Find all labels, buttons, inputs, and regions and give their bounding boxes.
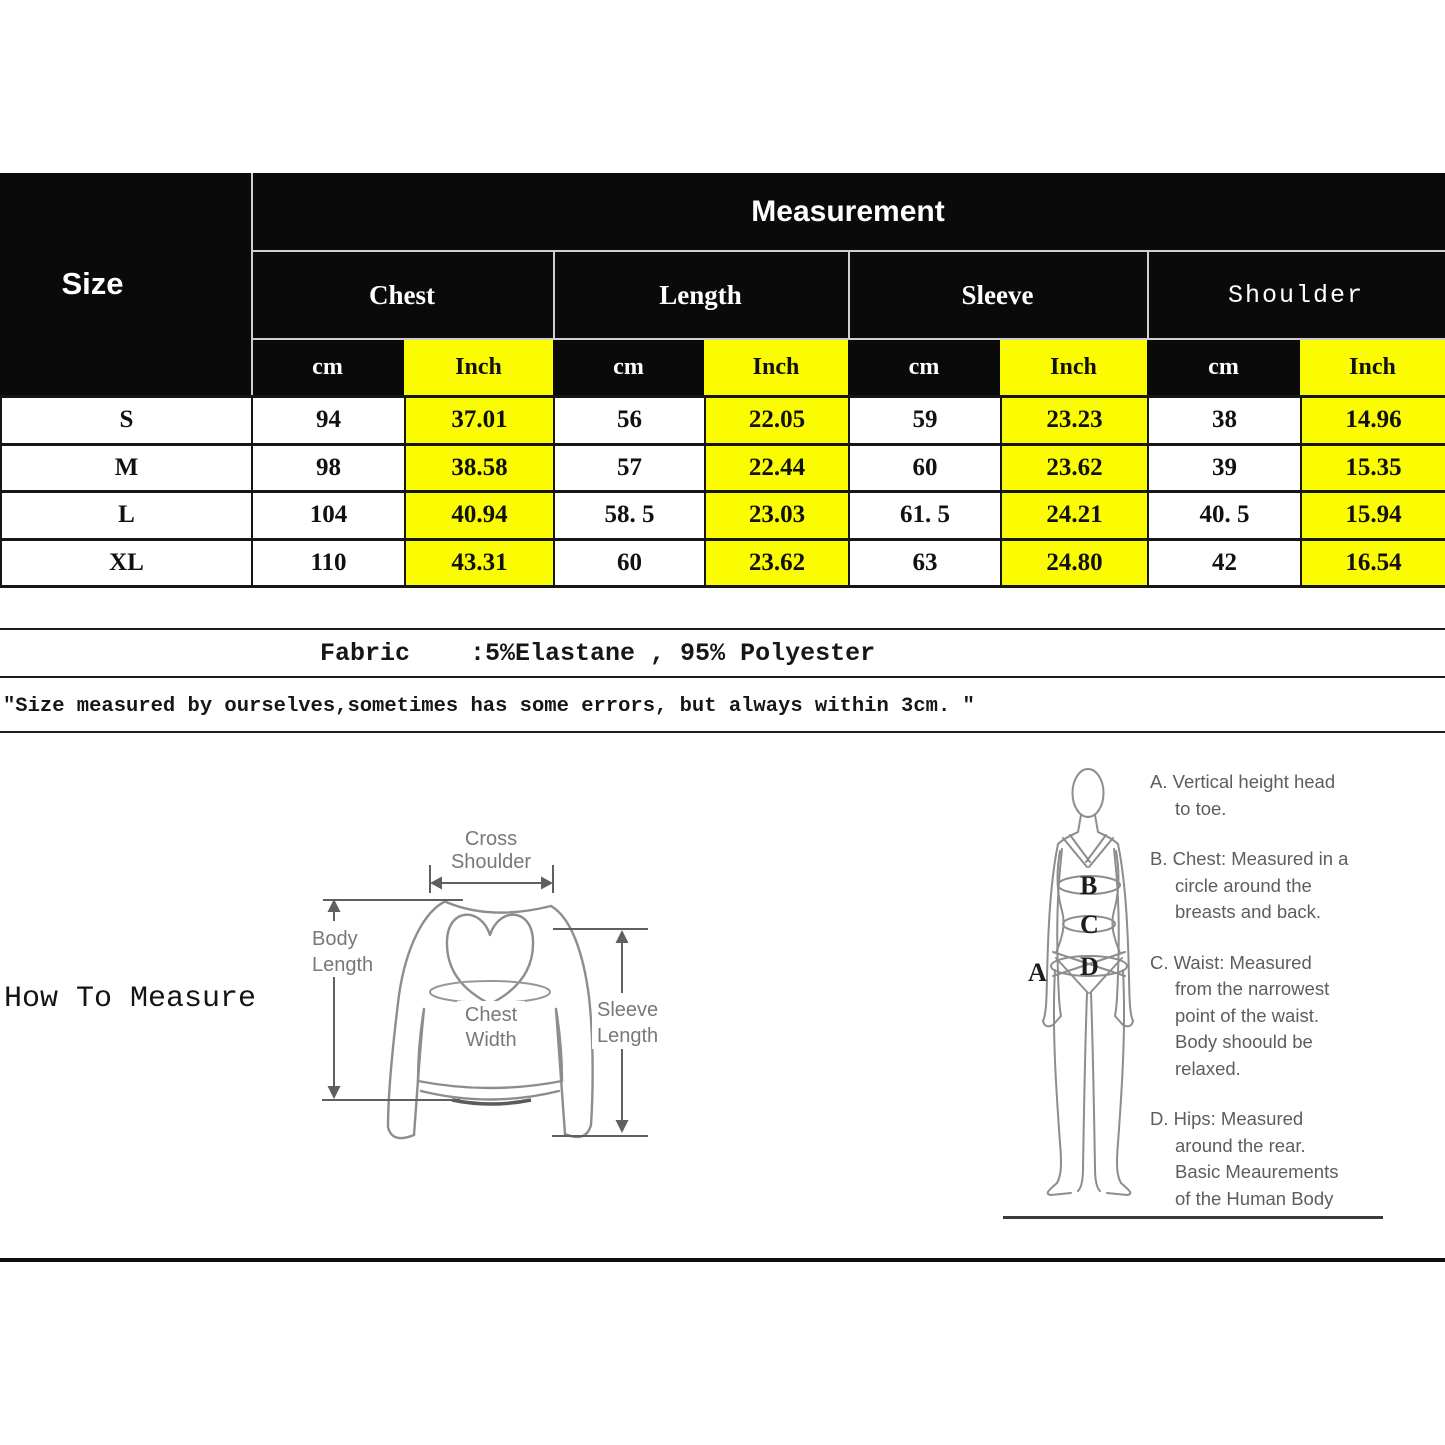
measurement-value-cell: 23.23 [1002, 398, 1149, 446]
chest-width-label: Width [465, 1029, 517, 1051]
measure-note-line: D. Hips: Measured [1150, 1108, 1304, 1129]
measurement-value-cell: 23.62 [1002, 446, 1149, 494]
size-label-cell: L [2, 493, 253, 541]
measurement-value-cell: 58. 5 [555, 493, 706, 541]
measurement-value-cell: 40.94 [406, 493, 555, 541]
unit-header-inch: Inch [1000, 340, 1147, 395]
unit-header-inch: Inch [1300, 340, 1445, 395]
figure-letter-d: D [1080, 952, 1099, 981]
unit-header-cm: cm [908, 354, 940, 380]
measurement-value-cell: 98 [253, 446, 406, 494]
measure-note-line: around the rear. [1175, 1134, 1306, 1156]
column-header-shoulder: Shoulder [1227, 280, 1365, 310]
instructions-underline [1003, 1216, 1383, 1219]
body-outline [1043, 769, 1133, 1195]
measure-note-line: Basic Meaurements [1175, 1161, 1339, 1182]
measurement-value-cell: 104 [253, 493, 406, 541]
measurement-value-cell: 57 [555, 446, 706, 494]
body-length-label: Body [312, 928, 358, 950]
measure-note-item [1150, 1106, 1445, 1212]
size-table-body [0, 395, 1445, 588]
measure-note-line: Body shoould be [1175, 1031, 1313, 1052]
how-to-measure-title: How To Measure [4, 982, 257, 1016]
measurement-value-cell: 22.44 [706, 446, 850, 494]
unit-header-inch: Inch [404, 340, 553, 395]
sleeve-length-label: Length [597, 1025, 659, 1047]
measurement-value-cell: 37.01 [406, 398, 555, 446]
garment-measure-diagram [300, 795, 720, 1225]
measurement-value-cell: 24.80 [1002, 541, 1149, 589]
size-column-header: Size [61, 266, 124, 301]
body-length-label: Length [312, 954, 374, 976]
figure-letter-c: C [1080, 910, 1099, 939]
measurement-value-cell: 16.54 [1302, 541, 1445, 589]
measure-note-line: point of the waist. [1175, 1004, 1319, 1026]
measurement-value-cell: 110 [253, 541, 406, 589]
measurement-value-cell: 60 [555, 541, 706, 589]
measure-note-item [1150, 769, 1445, 822]
measurement-disclaimer: ″Size measured by ourselves,sometimes has some errors, but always within 3cm. ″ [3, 695, 975, 718]
unit-header-cm: cm [1208, 354, 1239, 380]
measure-note-line: relaxed. [1175, 1057, 1241, 1079]
measurement-value-cell: 94 [253, 398, 406, 446]
cross-shoulder-label: Shoulder [450, 851, 532, 873]
measure-note-line: breasts and back. [1175, 901, 1322, 922]
column-header-sleeve: Sleeve [961, 279, 1034, 310]
unit-header-cm: cm [312, 354, 343, 380]
column-header-chest: Chest [369, 279, 435, 310]
measure-note-item [1150, 846, 1445, 926]
unit-header-inch: Inch [704, 340, 848, 395]
measure-note-line: C. Waist: Measured [1150, 951, 1312, 973]
measurement-value-cell: 42 [1149, 541, 1302, 589]
measurement-value-cell: 43.31 [406, 541, 555, 589]
chest-width-label: Chest [464, 1004, 518, 1026]
column-header-length: Length [659, 279, 742, 310]
size-label-cell: M [2, 446, 253, 494]
unit-header-cm: cm [613, 354, 644, 380]
figure-letter-a: A [1028, 958, 1047, 987]
measurement-value-cell: 14.96 [1302, 398, 1445, 446]
measure-note-line: of the Human Body [1175, 1187, 1334, 1209]
measurement-value-cell: 23.03 [706, 493, 850, 541]
size-label-cell: XL [2, 541, 253, 589]
measurement-value-cell: 24.21 [1002, 493, 1149, 541]
measurement-value-cell: 38 [1149, 398, 1302, 446]
measurement-value-cell: 23.62 [706, 541, 850, 589]
measurement-value-cell: 22.05 [706, 398, 850, 446]
figure-letter-b: B [1080, 871, 1098, 900]
measure-note-line: to toe. [1175, 797, 1227, 819]
fabric-info: Fabric :5%Elastane , 95% Polyester [320, 639, 876, 668]
measure-note-item [1150, 950, 1445, 1083]
measurement-value-cell: 61. 5 [850, 493, 1002, 541]
divider-line [0, 731, 1445, 733]
bottom-divider-line [0, 1258, 1445, 1262]
measure-note-line: circle around the [1175, 874, 1312, 896]
measurement-value-cell: 60 [850, 446, 1002, 494]
measurement-value-cell: 39 [1149, 446, 1302, 494]
measure-note-line: A. Vertical height head [1150, 771, 1336, 792]
measurement-header: Measurement [751, 194, 945, 228]
measurement-value-cell: 59 [850, 398, 1002, 446]
measure-note-line: from the narrowest [1175, 978, 1330, 999]
measure-note-line: B. Chest: Measured in a [1150, 848, 1349, 869]
measure-instructions-list [1150, 769, 1445, 1236]
size-label-cell: S [2, 398, 253, 446]
measurement-value-cell: 40. 5 [1149, 493, 1302, 541]
measurement-value-cell: 56 [555, 398, 706, 446]
cross-shoulder-label: Cross [464, 828, 518, 850]
measurement-value-cell: 15.35 [1302, 446, 1445, 494]
sleeve-length-label: Sleeve [597, 999, 659, 1021]
measurement-value-cell: 38.58 [406, 446, 555, 494]
measurement-value-cell: 15.94 [1302, 493, 1445, 541]
measurement-value-cell: 63 [850, 541, 1002, 589]
